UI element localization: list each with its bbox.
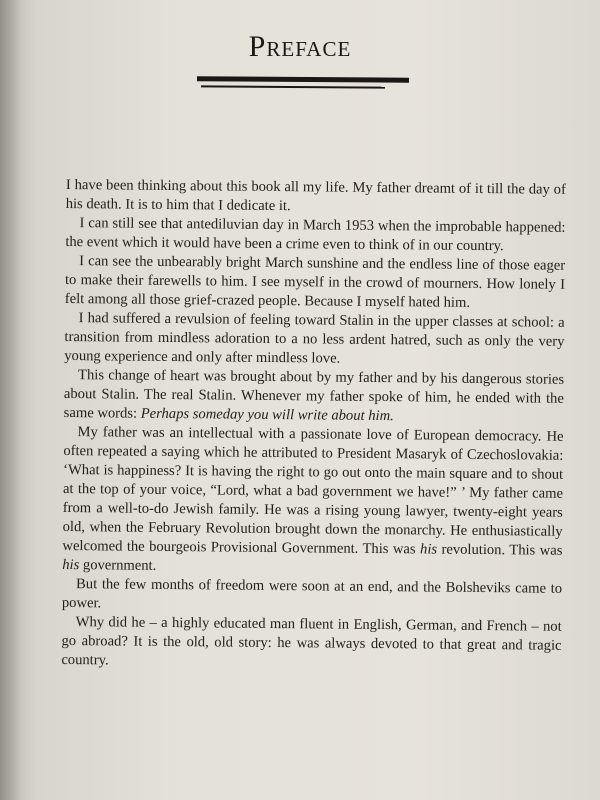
paragraph-4: I had suffered a revulsion of feeling toward Stalin in the upper classes at school: a transition from mindless adoration to a no less ardent hatred, such as only the very young experience and only after mindless love. [64, 310, 565, 367]
paragraph-5-italic: Perhaps someday you will write about him. [140, 405, 394, 425]
body-text [61, 176, 566, 675]
paragraph-8: Why did he – a highly educated man fluent in English, German, and French – not go abroad? It is the old, old story: he was always devoted to that great and tragic country. [61, 614, 562, 669]
paragraph-6 [62, 423, 563, 580]
title-divider [197, 77, 409, 88]
paragraph-5-text: This change of heart was brought about by my father and by his dangerous stories about Stalin. The real Stalin. Whenever my father spoke of him, he ended with the same words: [63, 367, 565, 422]
paragraph-6-text-a: My father was an intellectual with a passionate love of European democracy. He often repeated a saying which he attributed to President Masaryk of Czechoslovakia: ‘What is happiness? It is having the right to go out onto the main square and to shout at the top of your voice, “Lord, what a bad government we have!” ’ My father came from a well-to-do Jewish family. He was a rising young lawyer, twenty-eight years old, when the February Revolution brought down the monarchy. He enthusiastically welcomed the bourgeois Provisional Government. This was [62, 424, 564, 558]
paragraph-1: I have been thinking about this book all my life. My father dreamt of it till the day of his death. It is to him that I dedicate it. [65, 176, 566, 215]
title-divider-thick [197, 76, 409, 82]
title-divider-thin [201, 85, 385, 88]
paragraph-6-italic-2: his [62, 556, 80, 574]
paragraph-5 [64, 366, 565, 428]
paragraph-2: I can still see that antediluvian day in March 1953 when the improbable happened: the event which it would have been a crime even to think of in our country. [65, 215, 566, 255]
page-gutter-shadow [0, 0, 22, 800]
paragraph-3: I can see the unbearably bright March sunshine and the endless line of those eager to make their farewells to him. I see myself in the crowd of mourners. How lonely I felt among all those grief-crazed people. Because I myself hated him. [64, 253, 566, 311]
paragraph-7: But the few months of freedom were soon at an end, and the Bolsheviks came to power. [61, 576, 563, 612]
page-title: Preface [248, 30, 352, 63]
paragraph-6-text-c: government. [79, 557, 157, 574]
paragraph-6-text-b: revolution. This was [437, 541, 563, 559]
paragraph-6-italic-1: his [419, 541, 438, 558]
